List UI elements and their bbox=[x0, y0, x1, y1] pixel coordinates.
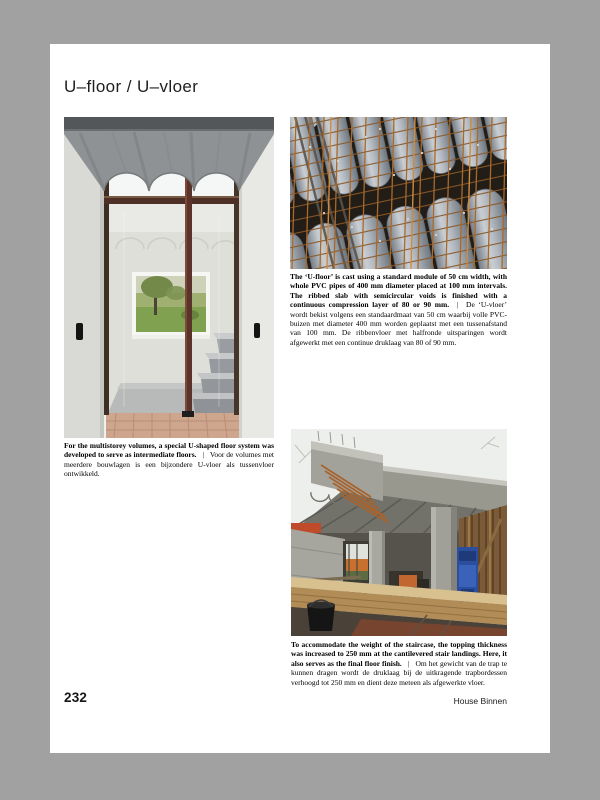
book-page bbox=[50, 44, 550, 753]
interior-photo bbox=[64, 117, 274, 438]
figure-interior bbox=[64, 117, 274, 438]
garden-window bbox=[132, 272, 210, 339]
book-title: House Binnen bbox=[453, 696, 507, 706]
caption-formwork-english: The ‘U-floor’ is cast using a standard module of 50 cm width, with whole PVC pipes of 400 mm diameter placed at 100 mm intervals. The ribbed slab with semicircular voids is finished with a continuous compression layer of 80 or 90 mm. bbox=[290, 272, 507, 310]
caption-separator: | bbox=[202, 450, 205, 460]
caption-formwork bbox=[290, 272, 507, 347]
figure-staircase-slab bbox=[291, 429, 507, 636]
figure-formwork bbox=[290, 117, 507, 269]
formwork-photo bbox=[290, 117, 507, 269]
caption-interior bbox=[64, 441, 274, 479]
page-title: U–floor / U–vloer bbox=[64, 77, 199, 96]
page-number: 232 bbox=[64, 690, 88, 705]
caption-formwork-dutch: De ‘U-vloer’ wordt bekist volgens een standaardmaat van 50 cm waarbij volle PVC-buizen met diameter 400 mm worden geplaatst met een tussenafstand van 100 mm. De ribbenvloer met halfronde uitsparingen wordt afgewerkt met een continue druklaag van 80 of 90 mm. bbox=[290, 300, 508, 347]
site-photo bbox=[291, 429, 507, 636]
caption-interior-dutch: Voor de volumes met meerdere bouwlagen is een bijzondere U-vloer als tussenvloer ontwikkeld. bbox=[64, 450, 274, 479]
caption-separator: | bbox=[456, 300, 459, 310]
bucket bbox=[307, 600, 335, 631]
caption-staircase bbox=[291, 640, 507, 687]
caption-staircase-english: To accommodate the weight of the staircase, the topping thickness was increased to 250 mm at the cantilevered stair landings. Here, it also serves as the final floor finish. bbox=[291, 640, 507, 668]
right-door-handle bbox=[254, 323, 260, 338]
caption-interior-english: For the multistorey volumes, a special U-shaped floor system was developed to serve as intermediate floors. bbox=[64, 441, 274, 460]
caption-separator: | bbox=[407, 658, 410, 668]
left-door-handle bbox=[76, 323, 83, 340]
caption-staircase-dutch: Om het gewicht van de trap te kunnen dragen wordt de druklaag bij de uitkragende trapbordessen verhoogd tot 250 mm en dient deze meteen als afgewerkte vloer. bbox=[291, 658, 508, 687]
tile-floor bbox=[106, 413, 248, 438]
